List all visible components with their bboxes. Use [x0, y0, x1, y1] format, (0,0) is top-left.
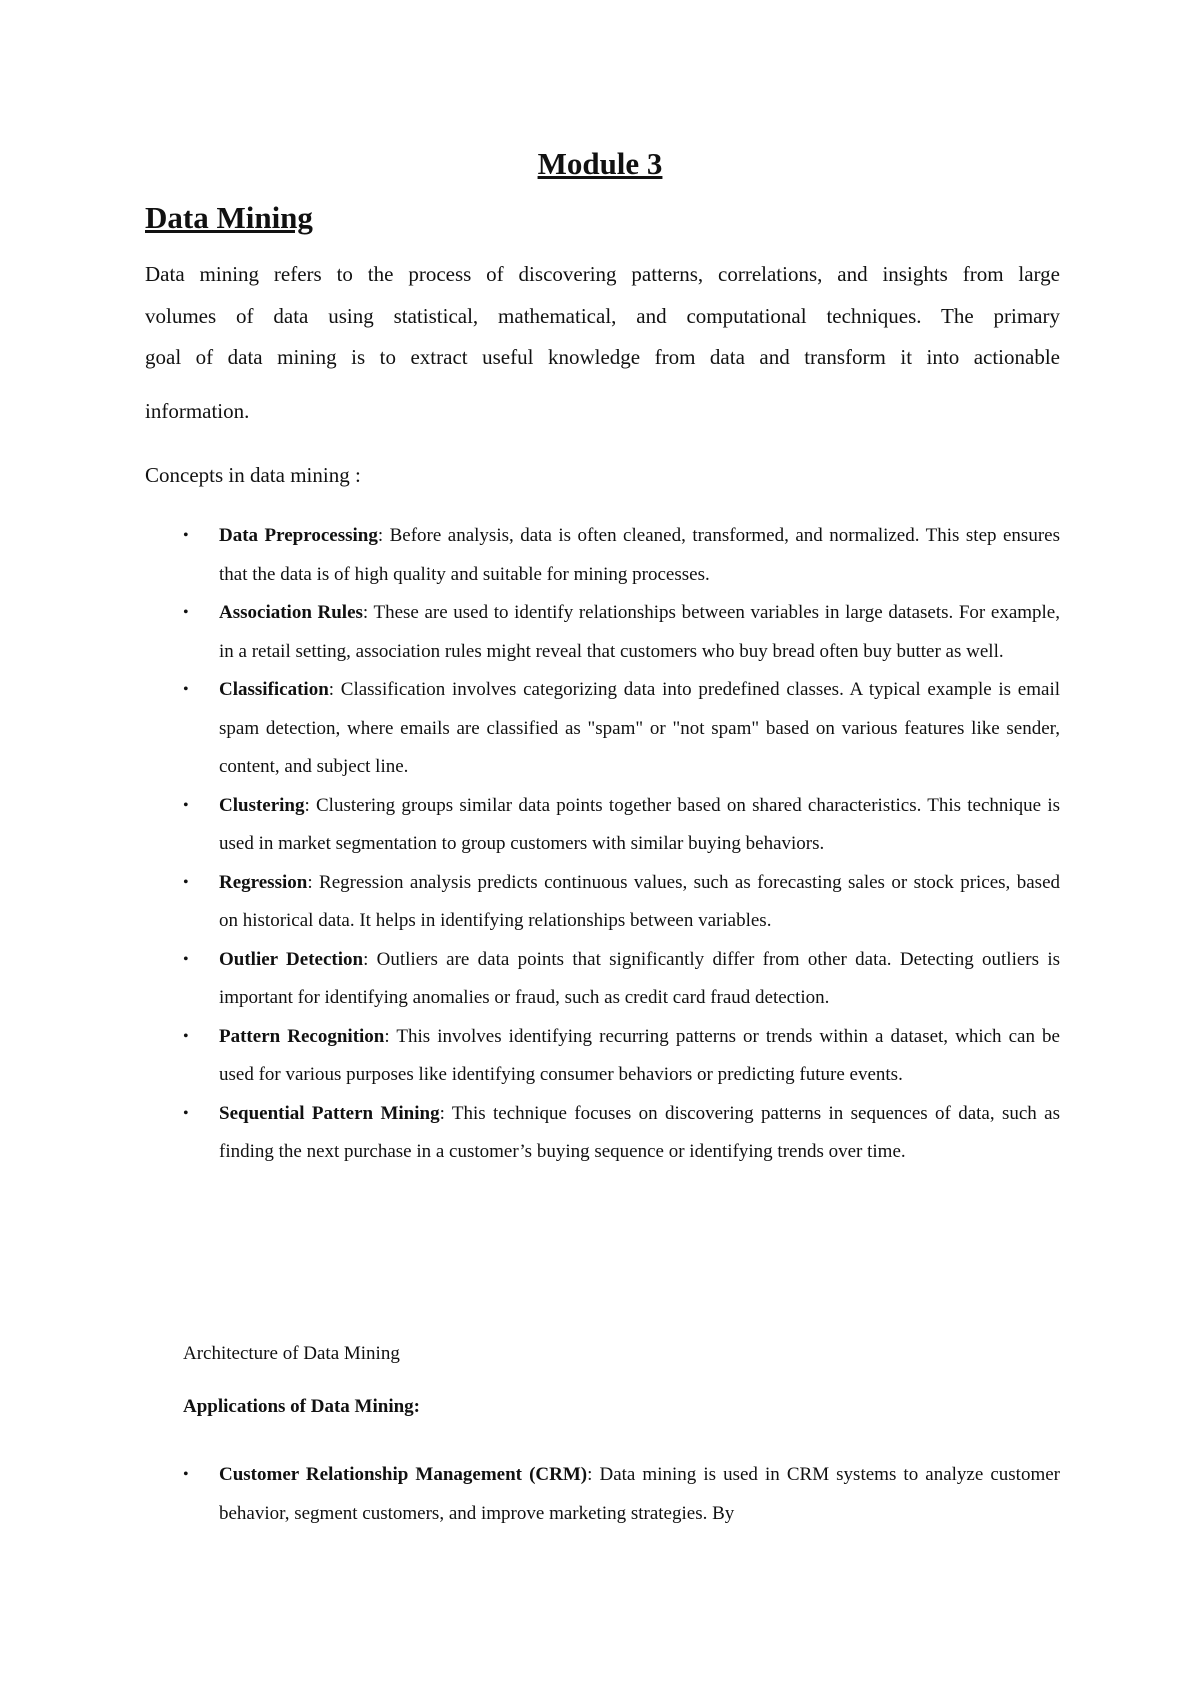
bullet-icon: • — [183, 873, 189, 891]
bullet-icon: • — [183, 1027, 189, 1045]
concept-term: Outlier Detection — [219, 948, 364, 970]
intro-line: volumes of data using statistical, mathematical, and computational techniques. The primary — [145, 303, 1060, 328]
list-item — [145, 1018, 1060, 1095]
concept-text: : These are used to identify relationships between variables in large datasets. For example, in a retail setting, association rules might reveal that customers who buy bread often buy butter as well. — [219, 602, 1060, 662]
intro-paragraph — [145, 254, 1060, 432]
list-item — [145, 941, 1060, 1018]
application-text: : Data mining is used in CRM systems to analyze customer behavior, segment customers, and improve marketing strategies. By — [219, 1464, 1061, 1524]
intro-line: information. — [145, 398, 250, 423]
concept-term: Classification — [219, 679, 329, 700]
bullet-icon: • — [183, 950, 189, 968]
list-item — [145, 594, 1060, 671]
concepts-list — [145, 517, 1060, 1172]
module-title: Module 3 — [537, 146, 663, 181]
concept-term: Sequential Pattern Mining — [219, 1102, 440, 1124]
list-item — [145, 1456, 1060, 1533]
applications-list — [145, 1456, 1060, 1533]
concept-term: Association Rules — [219, 602, 363, 623]
list-item — [145, 787, 1060, 864]
application-term: Customer Relationship Management (CRM) — [219, 1464, 588, 1485]
concept-term: Regression — [219, 871, 308, 893]
concept-text: : Before analysis, data is often cleaned, transformed, and normalized. This step ensures that the data is of high quality and suitable for mining processes. — [219, 525, 1060, 585]
concept-term: Data Preprocessing — [219, 525, 378, 546]
list-item — [145, 1095, 1060, 1172]
bullet-icon: • — [183, 1466, 189, 1483]
concept-text: : Clustering groups similar data points together based on shared characteristics. This technique is used in market segmentation to group customers with similar buying behaviors. — [219, 794, 1060, 854]
concept-text: : Outliers are data points that significantly differ from other data. Detecting outliers is important for identifying anomalies or fraud, such as credit card fraud detection. — [219, 948, 1060, 1008]
bullet-icon: • — [183, 681, 189, 698]
architecture-heading: Architecture of Data Mining — [183, 1343, 400, 1364]
applications-heading: Applications of Data Mining: — [183, 1396, 420, 1417]
concept-term: Pattern Recognition — [219, 1025, 385, 1047]
concept-term: Clustering — [219, 794, 305, 816]
bullet-icon: • — [183, 527, 189, 544]
concepts-heading: Concepts in data mining : — [145, 463, 361, 487]
list-item — [145, 671, 1060, 787]
list-item — [145, 864, 1060, 941]
concept-text: : This technique focuses on discovering patterns in sequences of data, such as finding the next purchase in a customer’s buying sequence or identifying trends over time. — [219, 1102, 1060, 1162]
bullet-icon: • — [183, 796, 189, 814]
concept-text: : Regression analysis predicts continuous values, such as forecasting sales or stock prices, based on historical data. It helps in identifying relationships between variables. — [219, 871, 1060, 931]
list-item — [145, 517, 1060, 594]
intro-line: Data mining refers to the process of discovering patterns, correlations, and insights from large — [145, 262, 1060, 286]
concept-text: : Classification involves categorizing data into predefined classes. A typical example is email spam detection, where emails are classified as "spam" or "not spam" based on various features like sender, content, and subject line. — [219, 679, 1060, 777]
intro-line: goal of data mining is to extract useful knowledge from data and transform it into actionable — [145, 345, 1060, 369]
section-title: Data Mining — [145, 200, 313, 235]
bullet-icon: • — [183, 604, 189, 621]
concept-text: : This involves identifying recurring patterns or trends within a dataset, which can be used for various purposes like identifying consumer behaviors or predicting future events. — [219, 1025, 1060, 1085]
bullet-icon: • — [183, 1104, 189, 1122]
